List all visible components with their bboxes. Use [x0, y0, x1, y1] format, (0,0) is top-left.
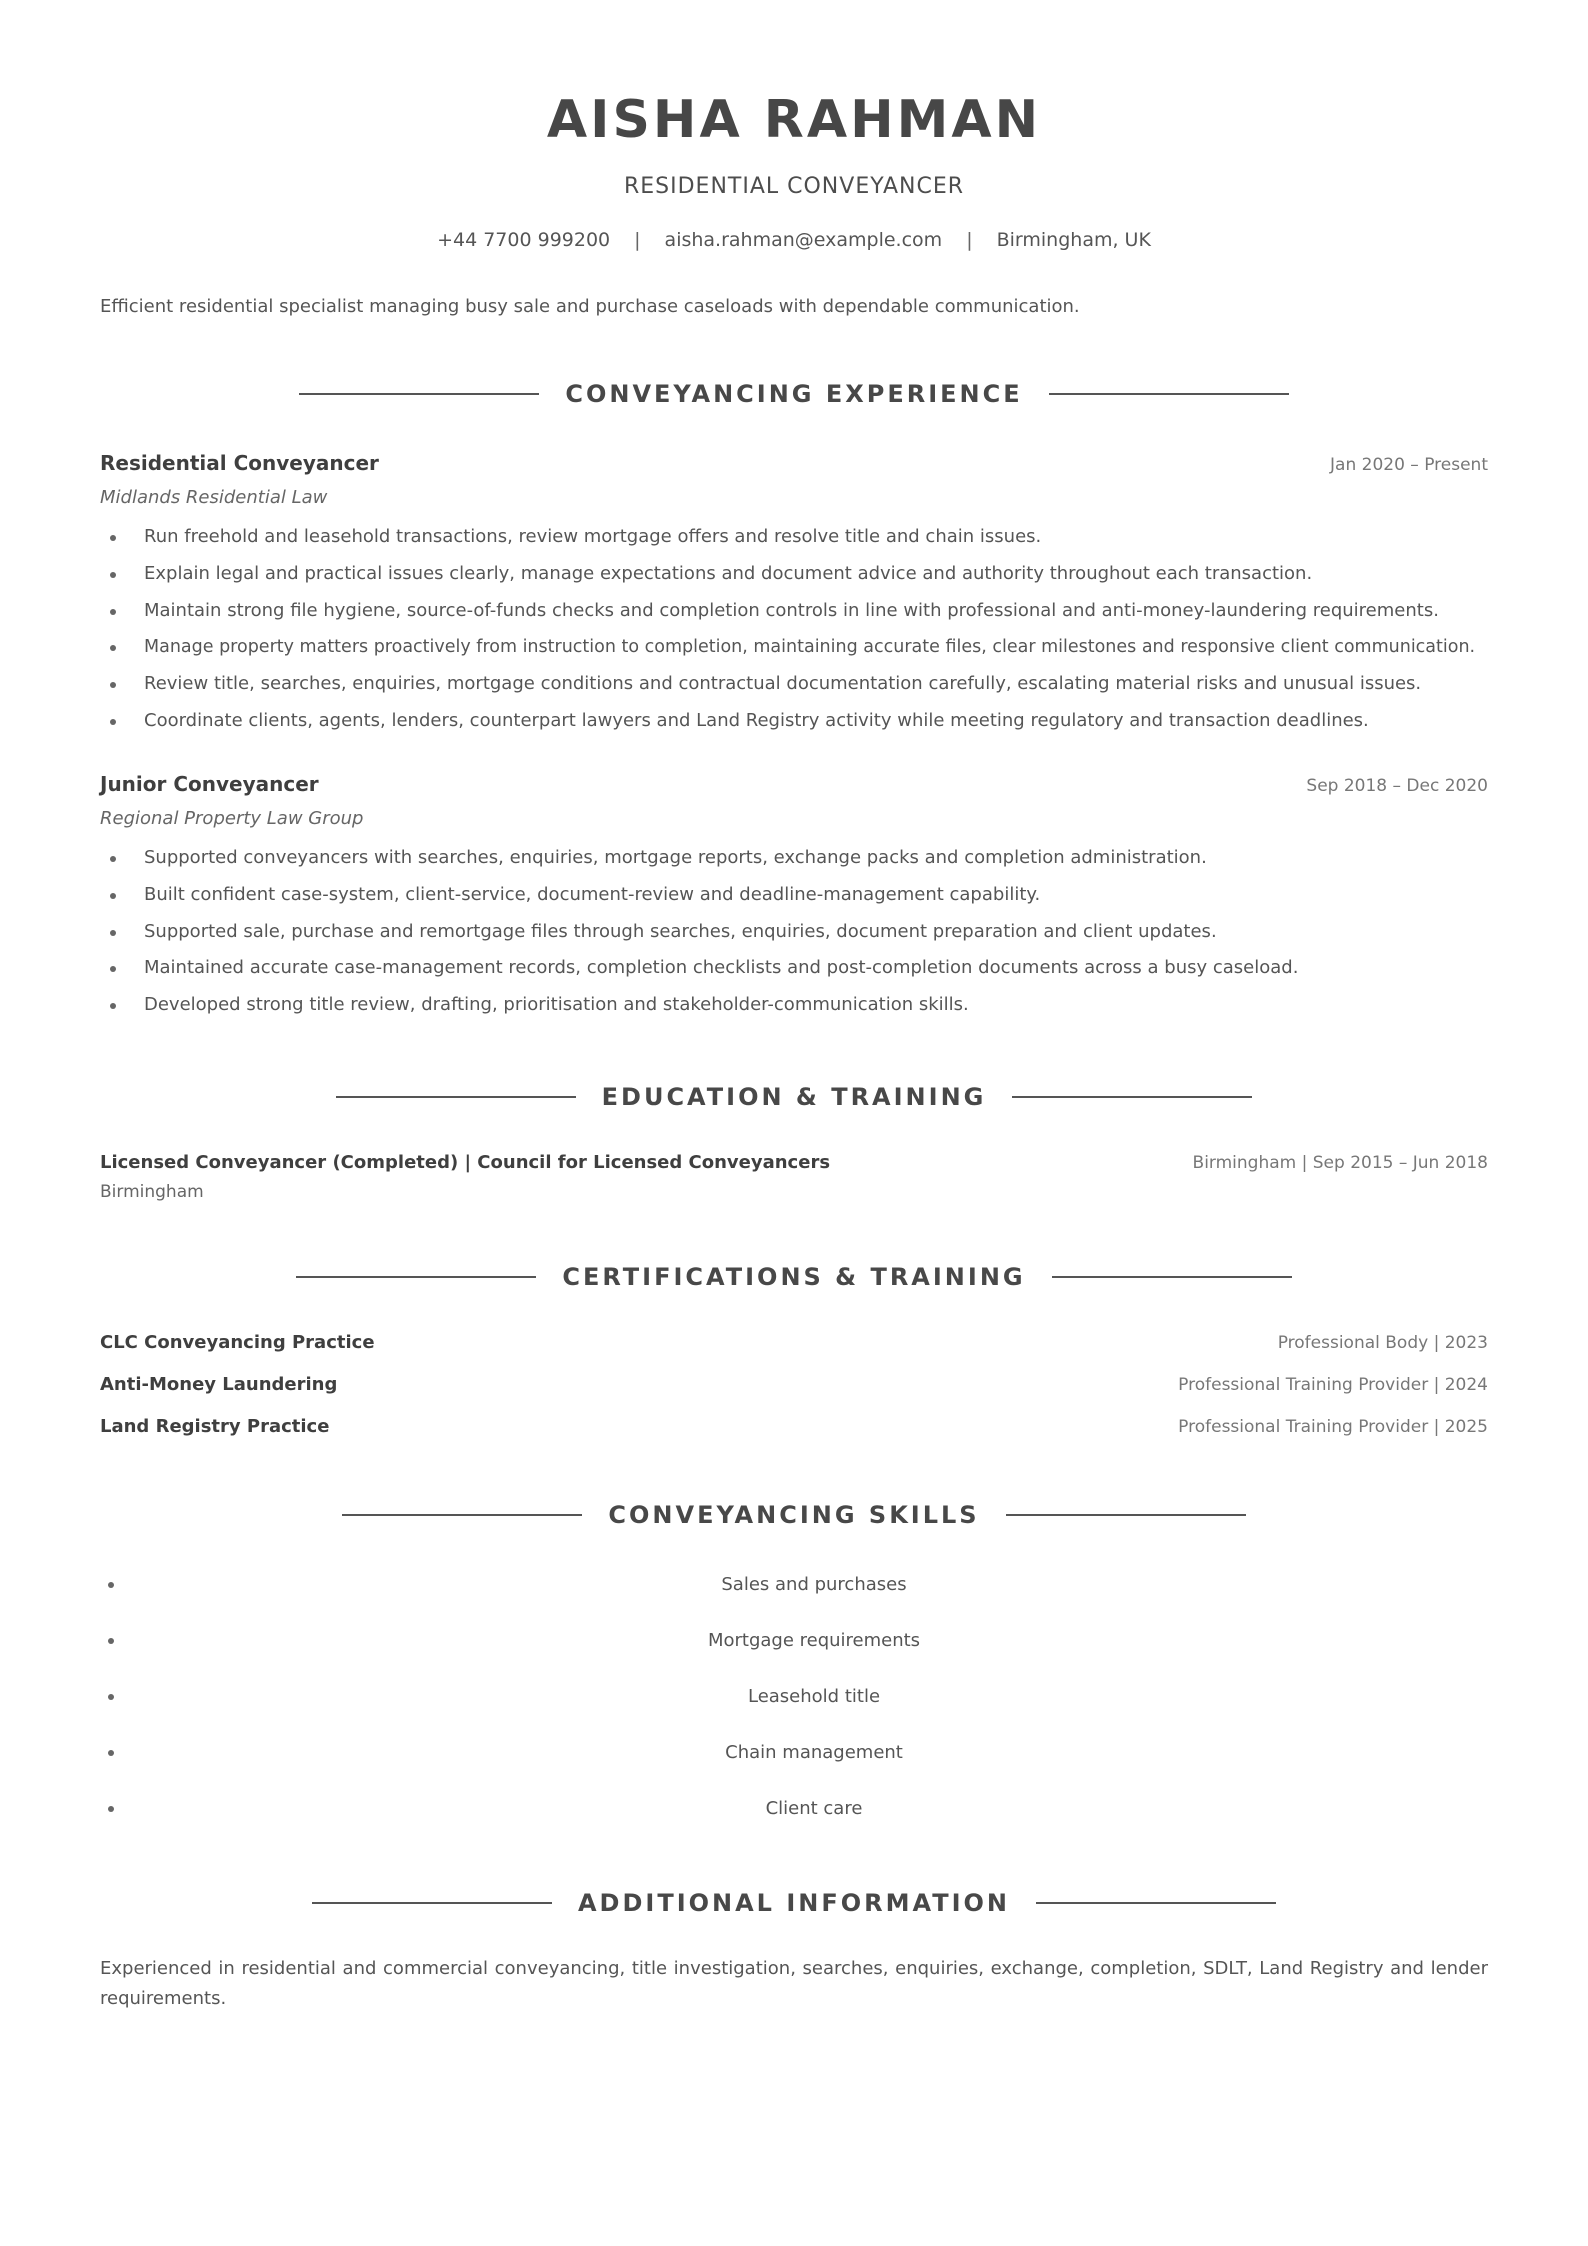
- skill-item: Leasehold title: [100, 1669, 1488, 1725]
- section-title: CERTIFICATIONS & TRAINING: [562, 1263, 1026, 1291]
- job-bullets: [100, 519, 1488, 740]
- job-company: Regional Property Law Group: [100, 808, 364, 829]
- heading-rule-right: [1006, 1514, 1246, 1516]
- contact-separator: |: [634, 229, 641, 251]
- certification-meta: Professional Training Provider | 2024: [1178, 1375, 1488, 1395]
- job-dates: Sep 2018 – Dec 2020: [1306, 776, 1488, 796]
- certifications-list: [100, 1328, 1488, 1454]
- location: Birmingham, UK: [996, 229, 1151, 251]
- heading-rule-left: [336, 1096, 576, 1098]
- section-heading-additional: [100, 1883, 1488, 1923]
- section-heading-certifications: [100, 1257, 1488, 1297]
- education-title: Licensed Conveyancer (Completed) | Council for Licensed Conveyancers: [100, 1152, 831, 1173]
- skill-item: Chain management: [100, 1725, 1488, 1781]
- job-bullet: Manage property matters proactively from instruction to completion, maintaining accurate files, clear milestones and responsive client communication.: [100, 629, 1488, 666]
- education-meta: Birmingham | Sep 2015 – Jun 2018: [1192, 1153, 1488, 1173]
- heading-rule-right: [1012, 1096, 1252, 1098]
- certification-item: [100, 1412, 1488, 1454]
- job-bullet: Maintained accurate case-management records, completion checklists and post-completion documents across a busy caseload.: [100, 950, 1488, 987]
- certification-name: Anti-Money Laundering: [100, 1374, 338, 1395]
- heading-rule-left: [299, 393, 539, 395]
- job-bullet: Review title, searches, enquiries, mortgage conditions and contractual documentation carefully, escalating material risks and unusual issues.: [100, 666, 1488, 703]
- heading-rule-right: [1036, 1902, 1276, 1904]
- job-bullet: Developed strong title review, drafting, prioritisation and stakeholder-communication skills.: [100, 987, 1488, 1024]
- job-company: Midlands Residential Law: [100, 487, 328, 508]
- job-bullet: Built confident case-system, client-service, document-review and deadline-management capability.: [100, 877, 1488, 914]
- additional-information-text: Experienced in residential and commercial conveyancing, title investigation, searches, enquiries, exchange, completion, SDLT, Land Registry and lender requirements.: [100, 1958, 1488, 2009]
- profile-summary: Efficient residential specialist managing busy sale and purchase caseloads with dependable communication.: [100, 296, 1080, 317]
- candidate-name: AISHA RAHMAN: [546, 90, 1042, 150]
- job-bullet: Supported sale, purchase and remortgage files through searches, enquiries, document preparation and client updates.: [100, 914, 1488, 951]
- certification-name: Land Registry Practice: [100, 1416, 330, 1437]
- section-title: EDUCATION & TRAINING: [601, 1083, 987, 1111]
- skill-item: Sales and purchases: [100, 1557, 1488, 1613]
- education-location: Birmingham: [100, 1182, 204, 1202]
- certification-item: [100, 1370, 1488, 1412]
- job-title: Junior Conveyancer: [100, 772, 319, 796]
- candidate-role: RESIDENTIAL CONVEYANCER: [623, 174, 965, 199]
- skill-item: Mortgage requirements: [100, 1613, 1488, 1669]
- job-bullets: [100, 840, 1488, 1024]
- job-bullet: Coordinate clients, agents, lenders, counterpart lawyers and Land Registry activity while meeting regulatory and transaction deadlines.: [100, 703, 1488, 740]
- job-entry: [100, 768, 1488, 1024]
- certification-item: [100, 1328, 1488, 1370]
- phone-number: +44 7700 999200: [437, 229, 611, 251]
- skills-list: [100, 1557, 1488, 1837]
- section-title: ADDITIONAL INFORMATION: [577, 1889, 1011, 1917]
- section-title: CONVEYANCING EXPERIENCE: [565, 380, 1023, 408]
- job-bullet: Supported conveyancers with searches, enquiries, mortgage reports, exchange packs and completion administration.: [100, 840, 1488, 877]
- section-heading-experience: [100, 374, 1488, 414]
- heading-rule-left: [312, 1902, 552, 1904]
- job-title: Residential Conveyancer: [100, 451, 379, 475]
- job-entry: [100, 447, 1488, 740]
- heading-rule-right: [1052, 1276, 1292, 1278]
- contact-line: [100, 226, 1488, 254]
- heading-rule-left: [296, 1276, 536, 1278]
- job-bullet: Maintain strong file hygiene, source-of-funds checks and completion controls in line with professional and anti-money-laundering requirements.: [100, 593, 1488, 630]
- heading-rule-right: [1049, 393, 1289, 395]
- email-address: aisha.rahman@example.com: [664, 229, 943, 251]
- job-bullet: Run freehold and leasehold transactions, review mortgage offers and resolve title and chain issues.: [100, 519, 1488, 556]
- job-dates: Jan 2020 – Present: [1330, 455, 1488, 475]
- certification-meta: Professional Training Provider | 2025: [1178, 1417, 1488, 1437]
- heading-rule-left: [342, 1514, 582, 1516]
- section-heading-education: [100, 1077, 1488, 1117]
- section-title: CONVEYANCING SKILLS: [608, 1501, 980, 1529]
- certification-name: CLC Conveyancing Practice: [100, 1332, 375, 1353]
- contact-separator: |: [966, 229, 973, 251]
- certification-meta: Professional Body | 2023: [1277, 1333, 1488, 1353]
- education-entry: [100, 1148, 1488, 1206]
- skill-item: Client care: [100, 1781, 1488, 1837]
- job-bullet: Explain legal and practical issues clearly, manage expectations and document advice and authority throughout each transaction.: [100, 556, 1488, 593]
- section-heading-skills: [100, 1495, 1488, 1535]
